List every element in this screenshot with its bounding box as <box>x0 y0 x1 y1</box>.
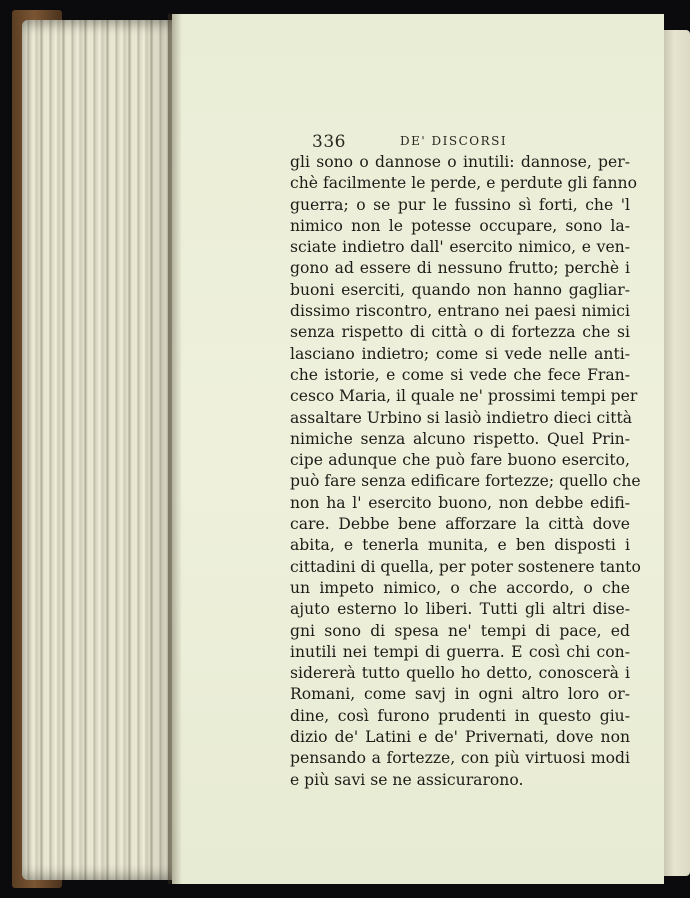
body-text <box>290 152 641 791</box>
text-line: ajuto esterno lo liberi. Tutti gli altri dise- <box>290 600 630 619</box>
text-line: assaltare Urbino si lasiò indietro dieci città <box>290 408 633 427</box>
text-line: care. Debbe bene afforzare la città dove <box>290 515 630 534</box>
text-line: dizio de' Latini e de' Privernati, dove non <box>290 728 630 747</box>
text-line: gli sono o dannose o inutili: dannose, per- <box>290 153 630 171</box>
text-line: abita, e tenerla munita, e ben disposti i <box>290 536 630 555</box>
text-line: cittadini di quella, per poter sostenere tanto <box>290 557 641 576</box>
text-line: un impeto nimico, o che accordo, o che <box>290 578 630 597</box>
text-line: sciate indietro dall' esercito nimico, e ven- <box>290 238 630 257</box>
text-line: gni sono di spesa ne' tempi di pace, ed <box>290 621 630 640</box>
text-line: buoni eserciti, quando non hanno gagliar- <box>290 280 630 299</box>
text-line: può fare senza edificare fortezze; quello che <box>290 472 641 491</box>
text-line: gono ad essere di nessuno frutto; perchè i <box>290 259 630 278</box>
text-line: che istorie, e come si vede che fece Fran- <box>290 365 630 384</box>
text-line: dine, così furono prudenti in questo giu- <box>290 706 630 725</box>
text-line: pensando a fortezze, con più virtuosi modi <box>290 749 630 768</box>
text-line: cesco Maria, il quale ne' prossimi tempi per <box>290 387 638 406</box>
page-edges <box>22 20 174 880</box>
text-line: guerra; o se pur le fussino sì forti, che 'l <box>290 195 630 214</box>
text-line: sidererà tutto quello ho detto, conoscerà i <box>290 664 630 683</box>
spine-shadow <box>168 14 182 884</box>
running-title: DE' DISCORSI <box>400 134 508 148</box>
page-number: 336 <box>312 132 346 152</box>
text-line: e più savi se ne assicurarono. <box>290 770 524 789</box>
text-line: non ha l' esercito buono, non debbe edifi- <box>290 493 630 512</box>
text-line: cipe adunque che può fare buono esercito, <box>290 451 630 470</box>
text-line: lasciano indietro; come si vede nelle anti- <box>290 344 630 363</box>
text-line: senza rispetto di città o di fortezza che si <box>290 323 630 342</box>
text-line: nimiche senza alcuno rispetto. Quel Prin- <box>290 429 630 448</box>
text-line: dissimo riscontro, entrano nei paesi nimici <box>290 302 630 321</box>
text-line: Romani, come savj in ogni altro loro or- <box>290 685 630 704</box>
running-head <box>312 132 634 154</box>
next-page-edge <box>664 30 690 876</box>
text-line: chè facilmente le perde, e perdute gli fanno <box>290 174 637 193</box>
text-line: inutili nei tempi di guerra. E così chi con- <box>290 642 630 661</box>
text-line: nimico non le potesse occupare, sono la- <box>290 216 630 235</box>
book-page <box>172 14 664 884</box>
